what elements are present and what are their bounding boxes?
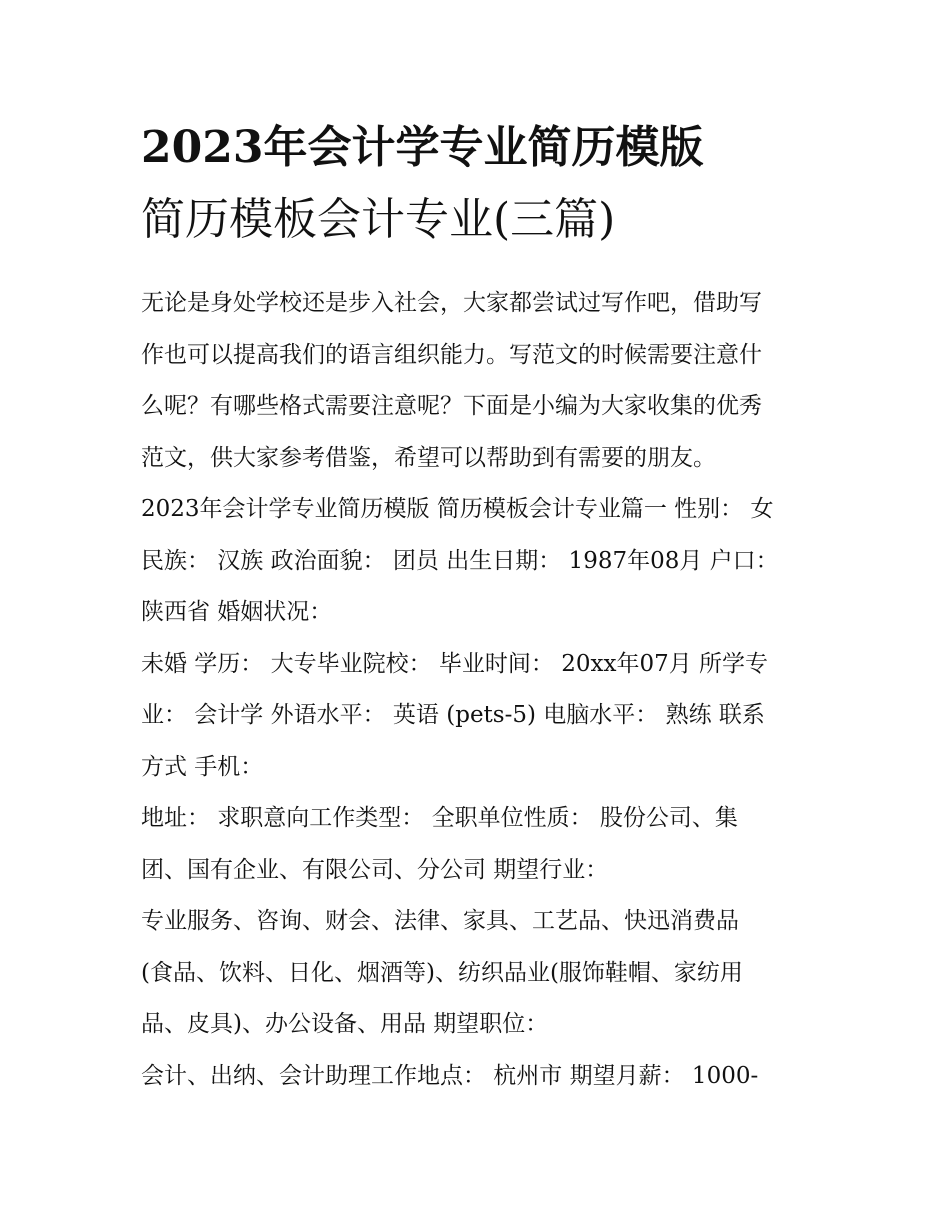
body-line: 品、皮具)、办公设备、用品 期望职位：: [141, 1011, 549, 1037]
body-line: 会计、出纳、会计助理工作地点： 杭州市 期望月薪： 1000-: [141, 1062, 759, 1089]
body-line: 民族： 汉族 政治面貌： 团员 出生日期： 1987年08月 户口：: [141, 547, 779, 574]
intro-line: 作也可以提高我们的语言组织能力。写范文的时候需要注意什: [141, 341, 762, 368]
intro-line: 无论是身处学校还是步入社会，大家都尝试过写作吧，借助写: [141, 290, 762, 316]
body-line: (食品、饮料、日化、烟酒等)、纺织品业(服饰鞋帽、家纺用: [141, 959, 743, 986]
body-line: 陕西省 婚姻状况：: [141, 599, 333, 625]
body-line: 专业服务、咨询、财会、法律、家具、工艺品、快迅消费品: [141, 908, 739, 934]
body-line: 业： 会计学 外语水平： 英语 (pets-5) 电脑水平： 熟练 联系: [141, 702, 765, 728]
document-title: [141, 112, 813, 256]
intro-line: 范文，供大家参考借鉴，希望可以帮助到有需要的朋友。: [141, 444, 716, 471]
title-line-1: 2023年会计学专业简历模版: [141, 122, 704, 173]
body-line: 方式 手机：: [141, 753, 264, 780]
resume-body: [141, 484, 813, 1102]
title-line-2: 简历模板会计专业(三篇): [141, 194, 616, 245]
body-line: 2023年会计学专业简历模版 简历模板会计专业篇一 性别： 女: [141, 496, 774, 522]
body-line: 未婚 学历： 大专毕业院校： 毕业时间： 20xx年07月 所学专: [141, 650, 769, 677]
intro-line: 么呢？有哪些格式需要注意呢？下面是小编为大家收集的优秀: [141, 393, 762, 419]
intro-paragraph: [141, 278, 813, 484]
body-line: 地址： 求职意向工作类型： 全职单位性质： 股份公司、集: [141, 805, 738, 831]
document-page: [141, 112, 813, 1102]
body-line: 团、国有企业、有限公司、分公司 期望行业：: [141, 856, 609, 883]
